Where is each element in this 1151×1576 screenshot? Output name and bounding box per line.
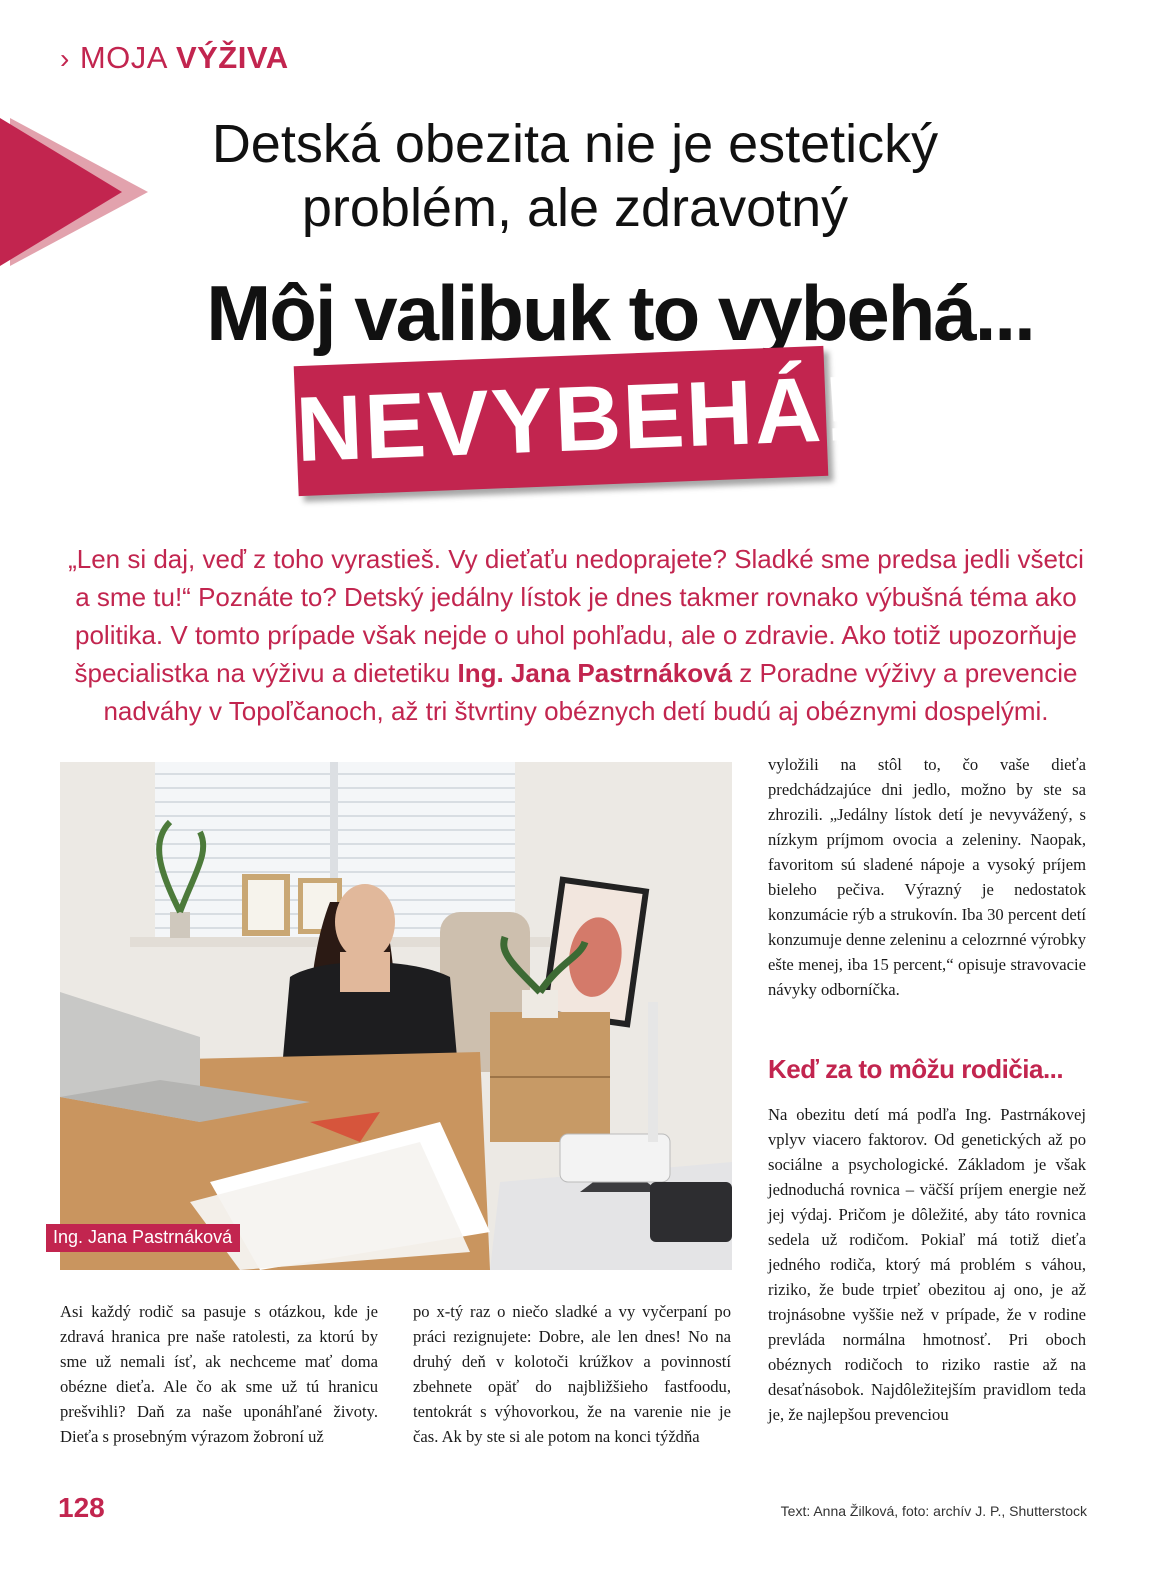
office-scene-image: [60, 762, 732, 1270]
lead-paragraph: [58, 540, 1094, 730]
lead-text-2: z Poradne výživy a prevencie nadváhy v Topoľčanoch, až tri štvrtiny obéznych detí budú aj obéznymi dospelými.: [103, 658, 1078, 726]
highlight-title: NEVYBEHÁ!: [294, 357, 858, 482]
credits: Text: Anna Žilková, foto: archív J. P., Shutterstock: [780, 1503, 1087, 1519]
subheading: Keď za to môžu rodičia...: [768, 1054, 1064, 1084]
body-column-1: Asi každý rodič sa pasuje s otázkou, kde je zdravá hranica pre naše ratolesti, za ktorú by sme už nemali ísť, ak nechceme mať doma obézne dieťa. Ale čo ak sme už tú hranicu prešvihli? Daň za naše uponáhľané životy. Dieťa s prosebným výrazom žobroní už: [60, 1302, 378, 1446]
section-label-bold: VÝŽIVA: [175, 40, 289, 75]
chevron-right-icon: ›: [60, 43, 70, 74]
body-column-3-top: vyložili na stôl to, čo vaše dieťa predchádzajúce dni jedlo, možno by ste sa zhrozili. „Jedálny lístok detí je nevyvážený, s nízkym príjmom ovocia a zeleniny. Naopak, favoritom sú sladené nápoje a vysoký príjem bieleho pečiva. Výrazný je nedostatok konzumácie rýb a strukovín. Iba 30 percent detí konzumuje denne zeleninu a celozrnné výrobky ešte menej, iba 15 percent,“ opisuje stravovacie návyky odborníčka.: [768, 755, 1086, 999]
overline-title: [150, 112, 1000, 240]
decorative-arrow-icon: [0, 112, 150, 272]
page-number: 128: [58, 1492, 105, 1523]
main-title: Môj valibuk to vybehá...: [206, 269, 1034, 357]
section-header: [60, 40, 289, 76]
body-column-3-bottom: Na obezitu detí má podľa Ing. Pastrnákovej vplyv viacero faktorov. Od genetických až po sociálne a psychologické. Základom je však jednoduchá rovnica – väčší príjem energie než jej výdaj. Pričom je dôležité, aby táto rovnica sedela už rodičom. Pokiaľ má totiž dieťa jedného rodiča, ktorý má problém s váhou, riziko, že bude trpieť obezitou aj ono, je až trojnásobne vyššie než v prípade, že v rodine prevláda normálna hmotnosť. Pri oboch obéznych rodičoch to riziko rastie až na desaťnásobok. Najdôležitejším pravidlom teda je, že najlepšou prevenciou: [768, 1105, 1086, 1424]
lead-text-1: „Len si daj, veď z toho vyrastieš. Vy dieťaťu nedoprajete? Sladké sme predsa jedli všetci a sme tu!“ Poznáte to? Detský jedálny lístok je dnes takmer rovnako výbušná téma ako politika. V tomto prípade však nejde o uhol pohľadu, ale o zdravie. Ako totiž upozorňuje špecialistka na výživu a dietetiku: [68, 544, 1084, 688]
lead-expert-name: Ing. Jana Pastrnáková: [457, 658, 733, 688]
body-column-2: po x-tý raz o niečo sladké a vy vyčerpaní po práci rezignujete: Dobre, ale len dnes! No na druhý deň v kolotoči krúžkov a povinností zbehnete opäť do najbližšieho fastfoodu, tentokrát s výhovorkou, že na varenie nie je čas. Ak by ste si ale potom na konci týždňa: [413, 1302, 731, 1446]
article-photo: [60, 762, 732, 1270]
overline-line-2: problém, ale zdravotný: [301, 178, 849, 238]
section-label-light: MOJA: [79, 40, 168, 75]
photo-caption: Ing. Jana Pastrnáková: [46, 1224, 240, 1252]
overline-line-1: Detská obezita nie je estetický: [211, 114, 939, 174]
